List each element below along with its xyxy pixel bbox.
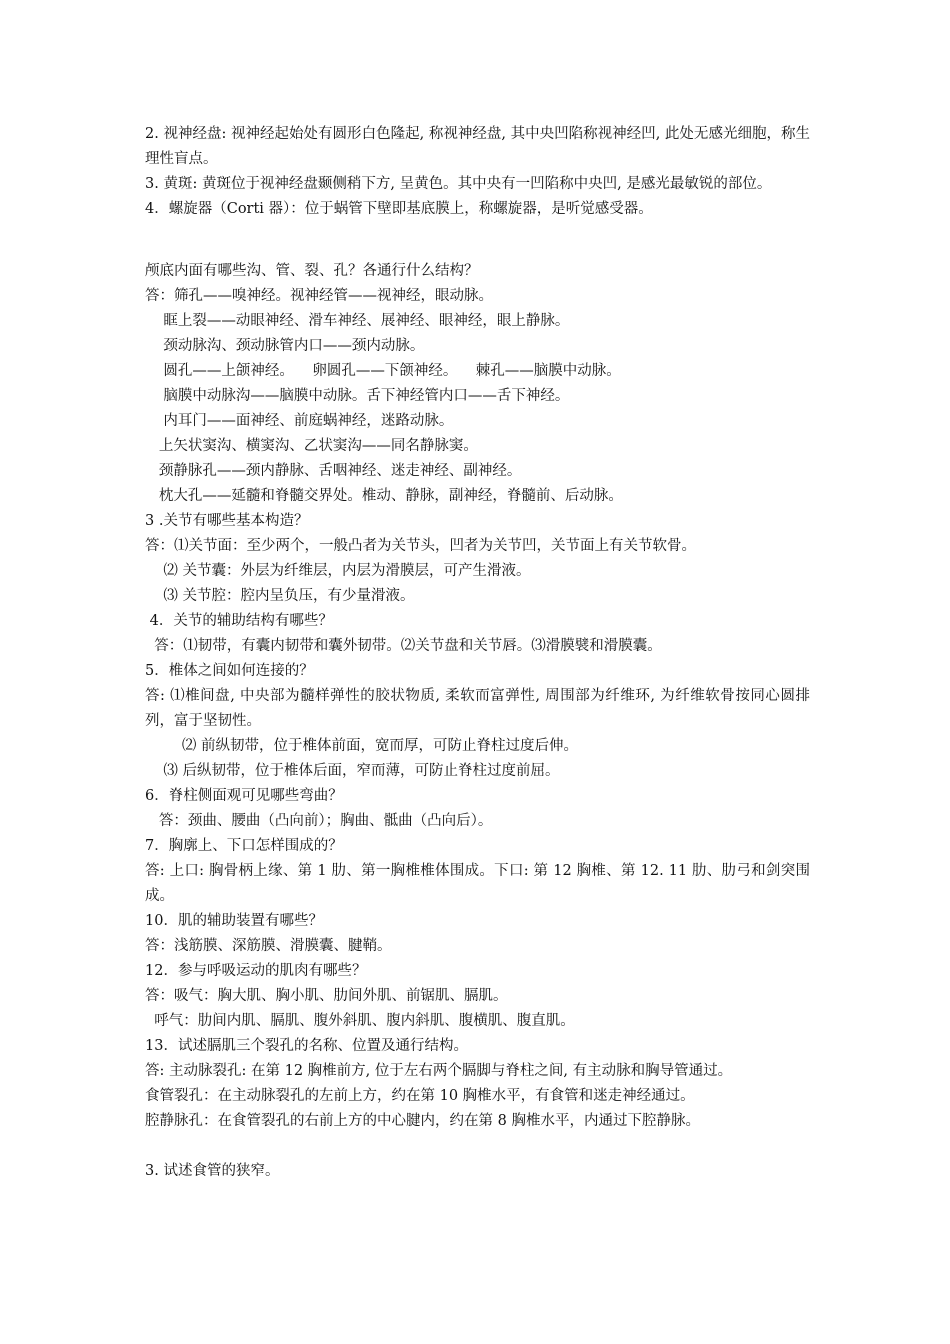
answer-line: ⑶ 关节腔：腔内呈负压，有少量滑液。	[145, 588, 415, 604]
question-respiratory-muscles: 12．参与呼吸运动的肌肉有哪些？	[145, 963, 367, 979]
answer-paragraph: 答: 上口: 胸骨柄上缘、第 1 肋、第一胸椎椎体围成。下口: 第 12 胸椎、第 12. 11 肋、肋弓和剑突围成。	[145, 863, 810, 904]
answer-line: 答: 主动脉裂孔: 在第 12 胸椎前方, 位于左右两个膈脚与脊柱之间, 有主动脉和胸导管通过。	[145, 1063, 733, 1079]
answer-line: 答：筛孔——嗅神经。视神经管——视神经，眼动脉。	[145, 288, 493, 304]
question-muscle-auxiliary: 10．肌的辅助装置有哪些？	[145, 913, 323, 929]
question-skull-base: 颅底内面有哪些沟、管、裂、孔？各通行什么结构？	[145, 263, 479, 279]
question-vertebral-connection: 5．椎体之间如何连接的？	[145, 663, 314, 679]
answer-line: 食管裂孔：在主动脉裂孔的左前上方，约在第 10 胸椎水平，有食管和迷走神经通过。	[145, 1088, 695, 1104]
question-spinal-curves: 6．脊柱侧面观可见哪些弯曲？	[145, 788, 343, 804]
answer-line: 圆孔——上颌神经。 卵圆孔——下颌神经。 棘孔——脑膜中动脉。	[145, 363, 621, 379]
answer-line: 答：吸气：胸大肌、胸小肌、肋间外肌、前锯肌、膈肌。	[145, 988, 508, 1004]
question-joint-auxiliary: 4．关节的辅助结构有哪些？	[145, 613, 333, 629]
question-joint-structure: 3 .关节有哪些基本构造？	[145, 513, 309, 529]
answer-paragraph: 答: ⑴椎间盘, 中央部为髓样弹性的胶状物质, 柔软而富弹性, 周围部为纤维环, 为纤维软骨按同心圆排列，富于坚韧性。	[145, 688, 810, 729]
question-diaphragm-hiatuses: 13．试述膈肌三个裂孔的名称、位置及通行结构。	[145, 1038, 468, 1054]
question-esophagus-narrowing: 3. 试述食管的狭窄。	[145, 1163, 280, 1179]
answer-line: 答：颈曲、腰曲（凸向前）；胸曲、骶曲（凸向后）。	[145, 813, 493, 829]
answer-line: ⑵ 关节囊：外层为纤维层，内层为滑膜层，可产生滑液。	[145, 563, 531, 579]
question-thoracic-apertures: 7．胸廓上、下口怎样围成的？	[145, 838, 343, 854]
answer-line: 颈静脉孔——颈内静脉、舌咽神经、迷走神经、副神经。	[145, 463, 522, 479]
paragraph-macula: 3. 黄斑: 黄斑位于视神经盘颞侧稍下方, 呈黄色。其中央有一凹陷称中央凹, 是感光最敏锐的部位。	[145, 176, 772, 192]
answer-line: ⑵ 前纵韧带，位于椎体前面，宽而厚，可防止脊柱过度后伸。	[145, 738, 578, 754]
answer-line: 腔静脉孔：在食管裂孔的右前上方的中心腱内，约在第 8 胸椎水平，内通过下腔静脉。	[145, 1113, 700, 1129]
answer-line: 上矢状窦沟、横窦沟、乙状窦沟——同名静脉窦。	[145, 438, 478, 454]
answer-line: 眶上裂——动眼神经、滑车神经、展神经、眼神经，眼上静脉。	[145, 313, 570, 329]
answer-line: ⑶ 后纵韧带，位于椎体后面，窄而薄，可防止脊柱过度前屈。	[145, 763, 560, 779]
document-body	[145, 122, 810, 1184]
paragraph-corti: 4．螺旋器（Corti 器）：位于蜗管下壁即基底膜上，称螺旋器，是听觉感受器。	[145, 201, 653, 217]
answer-line: 答：⑴韧带，有囊内韧带和囊外韧带。⑵关节盘和关节唇。⑶滑膜襞和滑膜囊。	[145, 638, 662, 654]
answer-line: 脑膜中动脉沟——脑膜中动脉。舌下神经管内口——舌下神经。	[145, 388, 570, 404]
answer-line: 呼气：肋间内肌、膈肌、腹外斜肌、腹内斜肌、腹横肌、腹直肌。	[145, 1013, 575, 1029]
answer-line: 答：浅筋膜、深筋膜、滑膜囊、腱鞘。	[145, 938, 392, 954]
answer-line: 枕大孔——延髓和脊髓交界处。椎动、静脉，副神经，脊髓前、后动脉。	[145, 488, 623, 504]
answer-line: 内耳门——面神经、前庭蜗神经，迷路动脉。	[145, 413, 454, 429]
paragraph-optic-disc: 2. 视神经盘: 视神经起始处有圆形白色隆起, 称视神经盘, 其中央凹陷称视神经凹, 此处无感光细胞，称生理性盲点。	[145, 126, 810, 167]
answer-line: 答：⑴关节面：至少两个，一般凸者为关节头，凹者为关节凹，关节面上有关节软骨。	[145, 538, 696, 554]
answer-line: 颈动脉沟、颈动脉管内口——颈内动脉。	[145, 338, 425, 354]
